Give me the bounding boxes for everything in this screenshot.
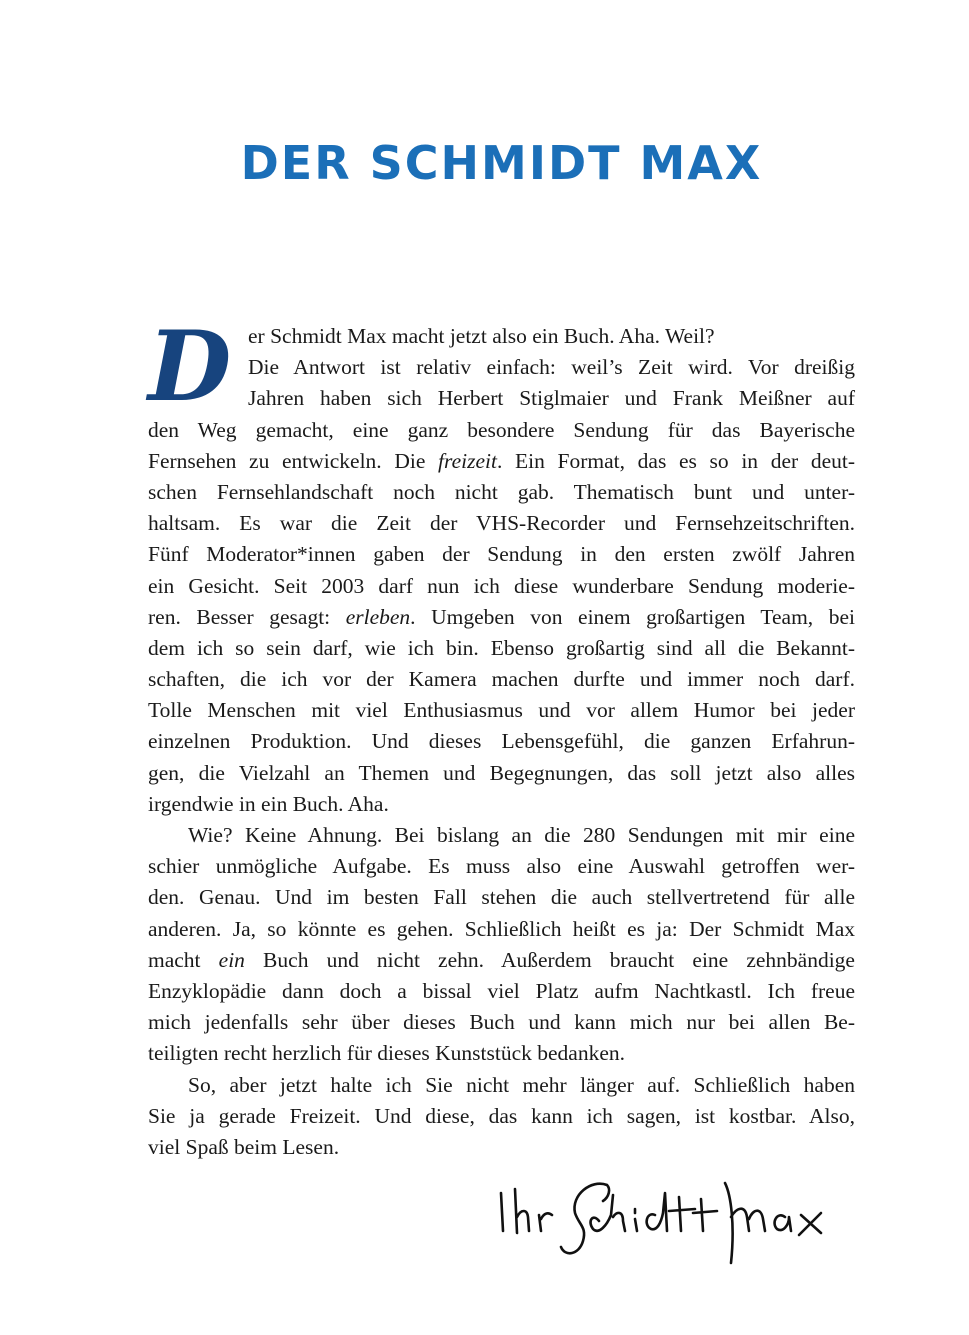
text-line <box>148 446 855 477</box>
body-text <box>148 310 856 1163</box>
handwritten-signature <box>495 1165 835 1275</box>
italic-text: ein <box>218 947 245 972</box>
text-line <box>148 1070 855 1101</box>
text-line <box>148 415 855 446</box>
italic-text: erleben <box>345 604 411 629</box>
text-run: Tolle Menschen mit viel Enthusiasmus und vor allem Humor bei jeder <box>148 698 855 723</box>
text-line <box>148 882 855 913</box>
text-run: dem ich so sein darf, wie ich bin. Ebenso großartig sind all die Bekannt- <box>148 635 855 660</box>
text-run: Die Antwort ist relativ einfach: weil’s Zeit wird. Vor dreißig <box>248 355 855 380</box>
text-run: Enzyklopädie dann doch a bissal viel Platz aufm Nachtkastl. Ich freue <box>148 978 855 1003</box>
text-line <box>148 352 855 383</box>
text-run: Buch und nicht zehn. Außerdem braucht eine zehnbändige <box>244 947 855 972</box>
text-line <box>148 321 855 352</box>
text-run: Fünf Moderator*innen gaben der Sendung in den ersten zwölf Jahren <box>148 542 855 567</box>
text-line <box>148 383 855 414</box>
text-line <box>148 602 855 633</box>
text-run: den Weg gemacht, eine ganz besondere Sendung für das Bayerische <box>148 417 855 442</box>
text-line <box>148 914 855 945</box>
text-line <box>148 571 855 602</box>
text-line <box>148 851 855 882</box>
text-run: mich jedenfalls sehr über dieses Buch und kann mich nur bei allen Be- <box>148 1010 855 1035</box>
text-line <box>148 820 855 851</box>
text-line <box>148 726 855 757</box>
text-line <box>148 758 855 789</box>
text-run: irgendwie in ein Buch. Aha. <box>148 791 389 816</box>
text-run: den. Genau. Und im besten Fall stehen die auch stellvertretend für alle <box>148 885 855 910</box>
text-run: gen, die Vielzahl an Themen und Begegnungen, das soll jetzt also alles <box>148 760 855 785</box>
text-run: schaften, die ich vor der Kamera machen durfte und immer noch darf. <box>148 667 855 692</box>
text-line <box>148 477 855 508</box>
text-run: Fernsehen zu entwickeln. Die <box>148 448 439 473</box>
drop-cap: D <box>148 310 232 423</box>
text-line <box>148 1101 855 1132</box>
text-run: anderen. Ja, so könnte es gehen. Schließlich heißt es ja: Der Schmidt Max <box>148 916 855 941</box>
text-run: teiligten recht herzlich für dieses Kunststück bedanken. <box>148 1041 626 1066</box>
text-run: schen Fernsehlandschaft noch nicht gab. Thematisch bunt und unter- <box>148 479 855 504</box>
text-line <box>148 789 855 820</box>
chapter-title: DER SCHMIDT MAX <box>240 136 763 190</box>
text-line <box>148 1038 855 1069</box>
text-line <box>148 695 855 726</box>
text-line <box>148 976 855 1007</box>
text-run: einzelnen Produktion. Und dieses Lebensgefühl, die ganzen Erfahrun- <box>148 729 855 754</box>
text-run: schier unmögliche Aufgabe. Es muss also eine Auswahl getroffen wer- <box>148 854 855 879</box>
text-run: Wie? Keine Ahnung. Bei bislang an die 280 Sendungen mit mir eine <box>188 823 855 847</box>
text-line <box>148 508 855 539</box>
text-run: ein Gesicht. Seit 2003 darf nun ich diese wunderbare Sendung moderie- <box>148 573 855 598</box>
text-run: ren. Besser gesagt: <box>148 604 346 629</box>
text-line <box>148 539 855 570</box>
text-run: Sie ja gerade Freizeit. Und diese, das kann ich sagen, ist kostbar. Also, <box>148 1103 855 1128</box>
text-run: So, aber jetzt halte ich Sie nicht mehr länger auf. Schließlich haben <box>188 1072 855 1097</box>
text-run: . Umgeben von einem großartigen Team, bei <box>410 604 856 629</box>
text-run: Jahren haben sich Herbert Stiglmaier und Frank Meißner auf <box>248 386 855 411</box>
text-run: . Ein Format, das es so in der deut- <box>496 448 855 473</box>
text-run: macht <box>148 947 219 972</box>
text-line <box>148 633 855 664</box>
text-line <box>148 1007 855 1038</box>
italic-text: freizeit <box>438 448 497 473</box>
text-line <box>148 664 855 695</box>
text-run: haltsam. Es war die Zeit der VHS-Recorder und Fernsehzeitschriften. <box>148 511 855 536</box>
text-line <box>148 945 855 976</box>
text-run: viel Spaß beim Lesen. <box>148 1134 340 1159</box>
text-line <box>148 1132 855 1163</box>
text-run: er Schmidt Max macht jetzt also ein Buch. Aha. Weil? <box>248 324 715 348</box>
